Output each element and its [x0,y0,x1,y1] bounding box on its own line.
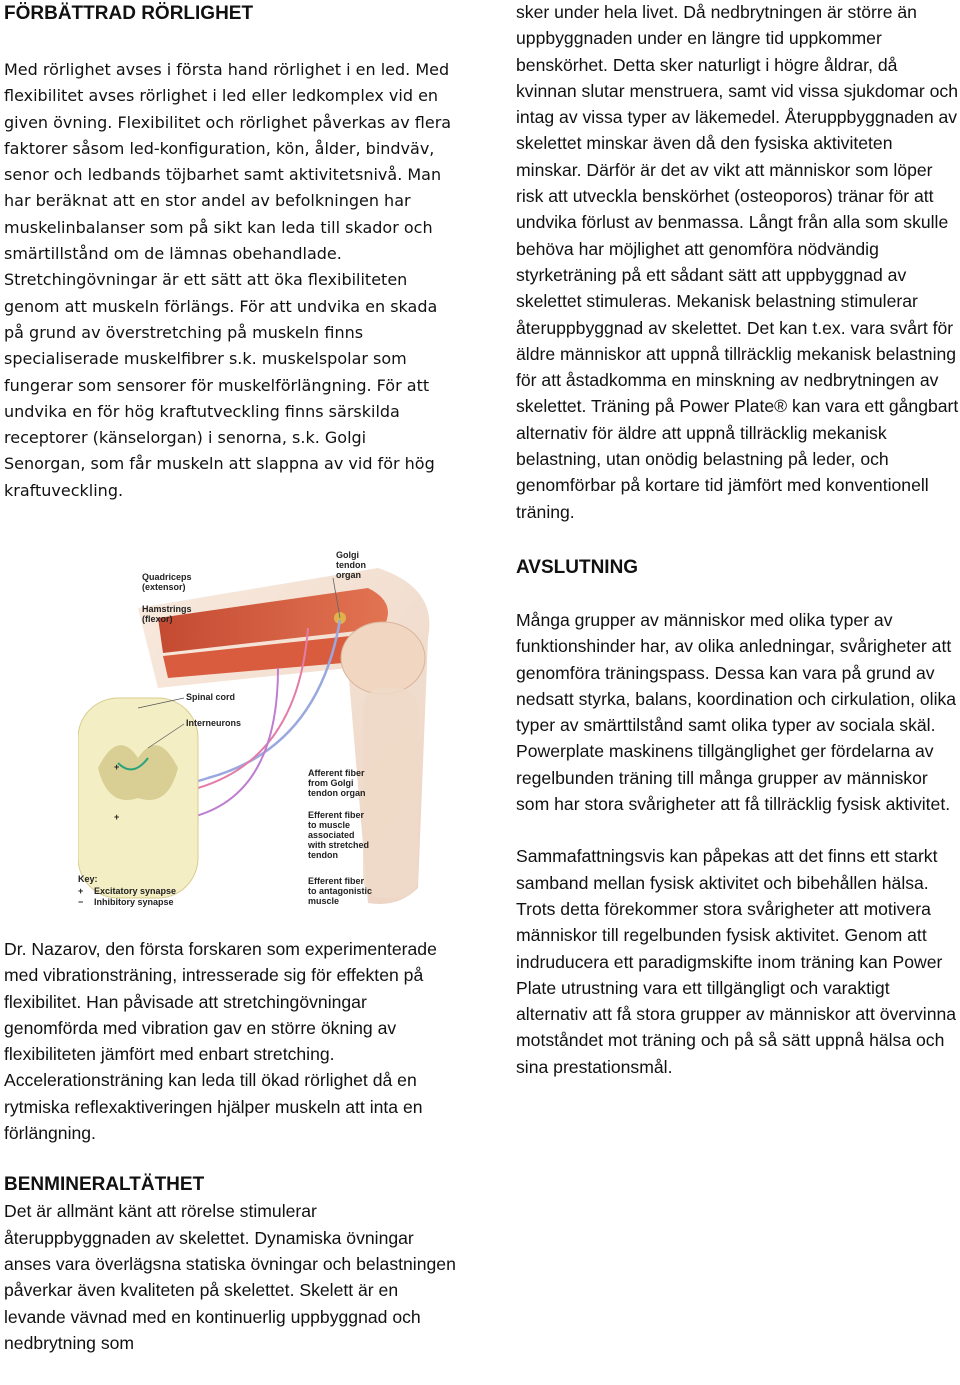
label-efferent-stretched: Efferent fiber to muscle associated with stretched tendon [308,810,370,860]
left-column-lower [4,936,456,1356]
heading-avslutning: AVSLUTNING [516,556,639,578]
label-efferent-antagonistic: Efferent fiber to antagonistic muscle [308,876,373,906]
excitatory-marker-2: + [114,812,120,822]
right-column [516,0,960,1080]
left-column [4,0,474,504]
key-excitatory: Excitatory synapse [94,886,177,896]
label-interneurons: Interneurons [186,718,242,728]
paragraph-funktionshinder: Många grupper av människor med olika typer av funktionshinder har, av olika anledningar, svårigheter att genomföra träningspass. Dessa kan vara på grund av nedsatt styrka, balans, koordination och cirkulation, olika typer av smärttilstånd samt olika typer av sociala skäl. Powerplate maskinens tillgänglighet ger fördelarna av regelbunden träning till många grupper av människor som har stora svårigheter att få tillräcklig fysisk aktivitet. [516,609,957,815]
lower-leg [363,688,418,898]
label-quadriceps: Quadriceps (extensor) [142,572,192,592]
paragraph-rorlighet: Med rörlighet avses i första hand rörlighet i en led. Med flexibilitet avses rörlighet i led eller ledkomplex vid en given övning. Flexibilitet och rörlighet påverkas av flera faktorer såsom led-konfiguration, kön, ålder, bindväv, senor och ledbands töjbarhet samt aktivitetsnivå. Man har beräknat att en stor andel av befolkningen har muskelinbalanser som på sikt kan leda till skador och smärtillstånd om de lämnas obehandlade. Stretchingövningar är ett sätt att öka flexibiliteten genom att muskeln förlängs. För att undvika en skada på grund av överstretching på muskeln finns specialiserade muskelfibrer s.k. muskelspolar som fungerar som sensorer för muskelförlängning. För att undvika en för hög kraftutveckling finns särskilda receptorer (känselorgan) i senorna, s.k. Golgi Senorgan, som får muskeln att slappna av vid för hög kraftuveckling. [4,60,452,500]
label-spinal-cord: Spinal cord [186,692,236,702]
golgi-reflex-diagram [78,548,478,918]
paragraph-benmineral: Det är allmänt känt att rörelse stimulerar återuppbyggnaden av skelettet. Dynamiska övningar anses vara överlägsna statiska övningar och belastningen påverkar även kvaliteten på skelettet. Skelett är en levande vävnad med en kontinuerlig uppbyggnad och nedbrytning som [4,1201,456,1353]
key-inhibitory: Inhibitory synapse [94,897,174,907]
golgi-reflex-figure [78,548,478,918]
paragraph-benskorhet: sker under hela livet. Då nedbrytningen är större än uppbyggnaden under en längre tid uppkommer benskörhet. Detta sker naturligt i högre åldrar, då kvinnan slutar menstruera, samt vid vissa sjukdomar och intag av vissa typer av läkemedel. Återuppbyggnaden av skelettet minskar även då den fysiska aktiviteten minskar. Därför är det av vikt att människor som löper risk att utveckla benskörhet (osteoporos) tränar för att undvika förlust av benmassa. Långt från alla som skulle behöva har möjlighet att genomföra nödvändig styrketräning på ett sådant sätt att uppbyggnad av skelettet stimuleras. Mekanisk belastning stimulerar återuppbyggnad av skelettet. Det kan t.ex. vara svårt för äldre människor att uppnå tillräcklig mekanisk belastning för att åstadkomma en minskning av nedbrytningen av skelettet. Träning på Power Plate® kan vara ett gångbart alternativ för äldre att uppnå tillräcklig mekanisk belastning, utan onödig belastning på leder, och genomförbar på kortare tid jämfört med konventionell träning. [516,2,959,522]
label-afferent: Afferent fiber from Golgi tendon organ [308,768,366,798]
key-title: Key: [78,874,98,884]
heading-benmineraltathet: BENMINERALTÄTHET [4,1174,205,1196]
label-golgi: Golgi tendon organ [336,550,366,580]
knee-joint [341,622,425,694]
paragraph-nazarov: Dr. Nazarov, den första forskaren som experimenterade med vibrationsträning, intresserade sig för effekten på flexibilitet. Han påvisade att stretchingövningar genomförda med vibration gav en större ökning av flexibiliteten jämfört med enbart stretching. Accelerationsträning kan leda till ökad rörlighet då en rytmiska reflexaktiveringen hjälper muskeln att inta en förlängning. [4,939,437,1144]
excitatory-marker: + [114,762,120,772]
key-minus-symbol: − [78,897,84,907]
paragraph-sammanfattning: Sammafattningsvis kan påpekas att det finns ett starkt samband mellan fysisk aktivitet och bibehållen hälsa. Trots detta förekommer stora svårigheter att motivera människor till regelbunden fysisk aktivitet. Genom att indruducera ett paradigmskifte inom träning kan Power Plate utrustning vara ett tillgängligt och varaktigt alternativ att få stora grupper av människor att övervinna motståndet mot träning och på så sätt uppnå hälsa och sina prestationsmål. [516,846,957,1077]
key-plus-symbol: + [78,886,84,896]
heading-forbattrad-rorlighet: FÖRBÄTTRAD RÖRLIGHET [4,3,254,24]
label-hamstrings: Hamstrings (flexor) [142,604,192,624]
